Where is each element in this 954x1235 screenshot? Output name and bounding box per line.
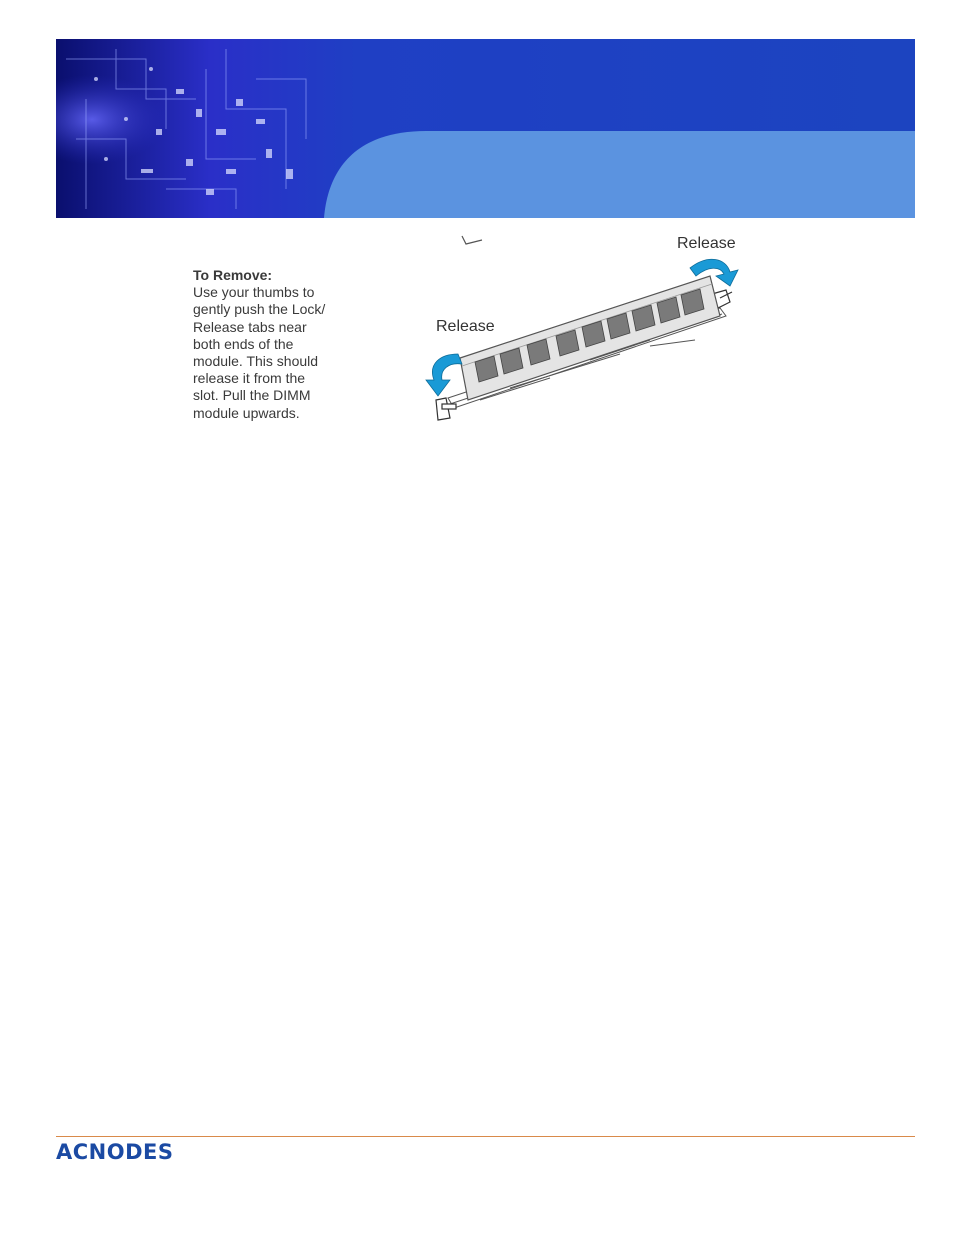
release-label-left: Release bbox=[436, 318, 495, 335]
header-banner-graphic bbox=[56, 39, 915, 218]
remove-body-text: Use your thumbs to gently push the Lock/ Release tabs near both ends of the module. This should release it from the slot. Pull the DIMM module upwards. bbox=[193, 284, 326, 421]
footer-rule bbox=[56, 1136, 915, 1137]
remove-instructions bbox=[193, 267, 363, 422]
header-banner bbox=[56, 39, 915, 218]
header-panel-shape bbox=[324, 131, 915, 218]
remove-heading: To Remove: bbox=[193, 267, 273, 283]
logo-text: ACNODES bbox=[56, 1140, 174, 1164]
release-arrow-icon bbox=[426, 354, 462, 396]
footer-logo bbox=[56, 1140, 174, 1164]
release-label-right: Release bbox=[677, 235, 736, 252]
